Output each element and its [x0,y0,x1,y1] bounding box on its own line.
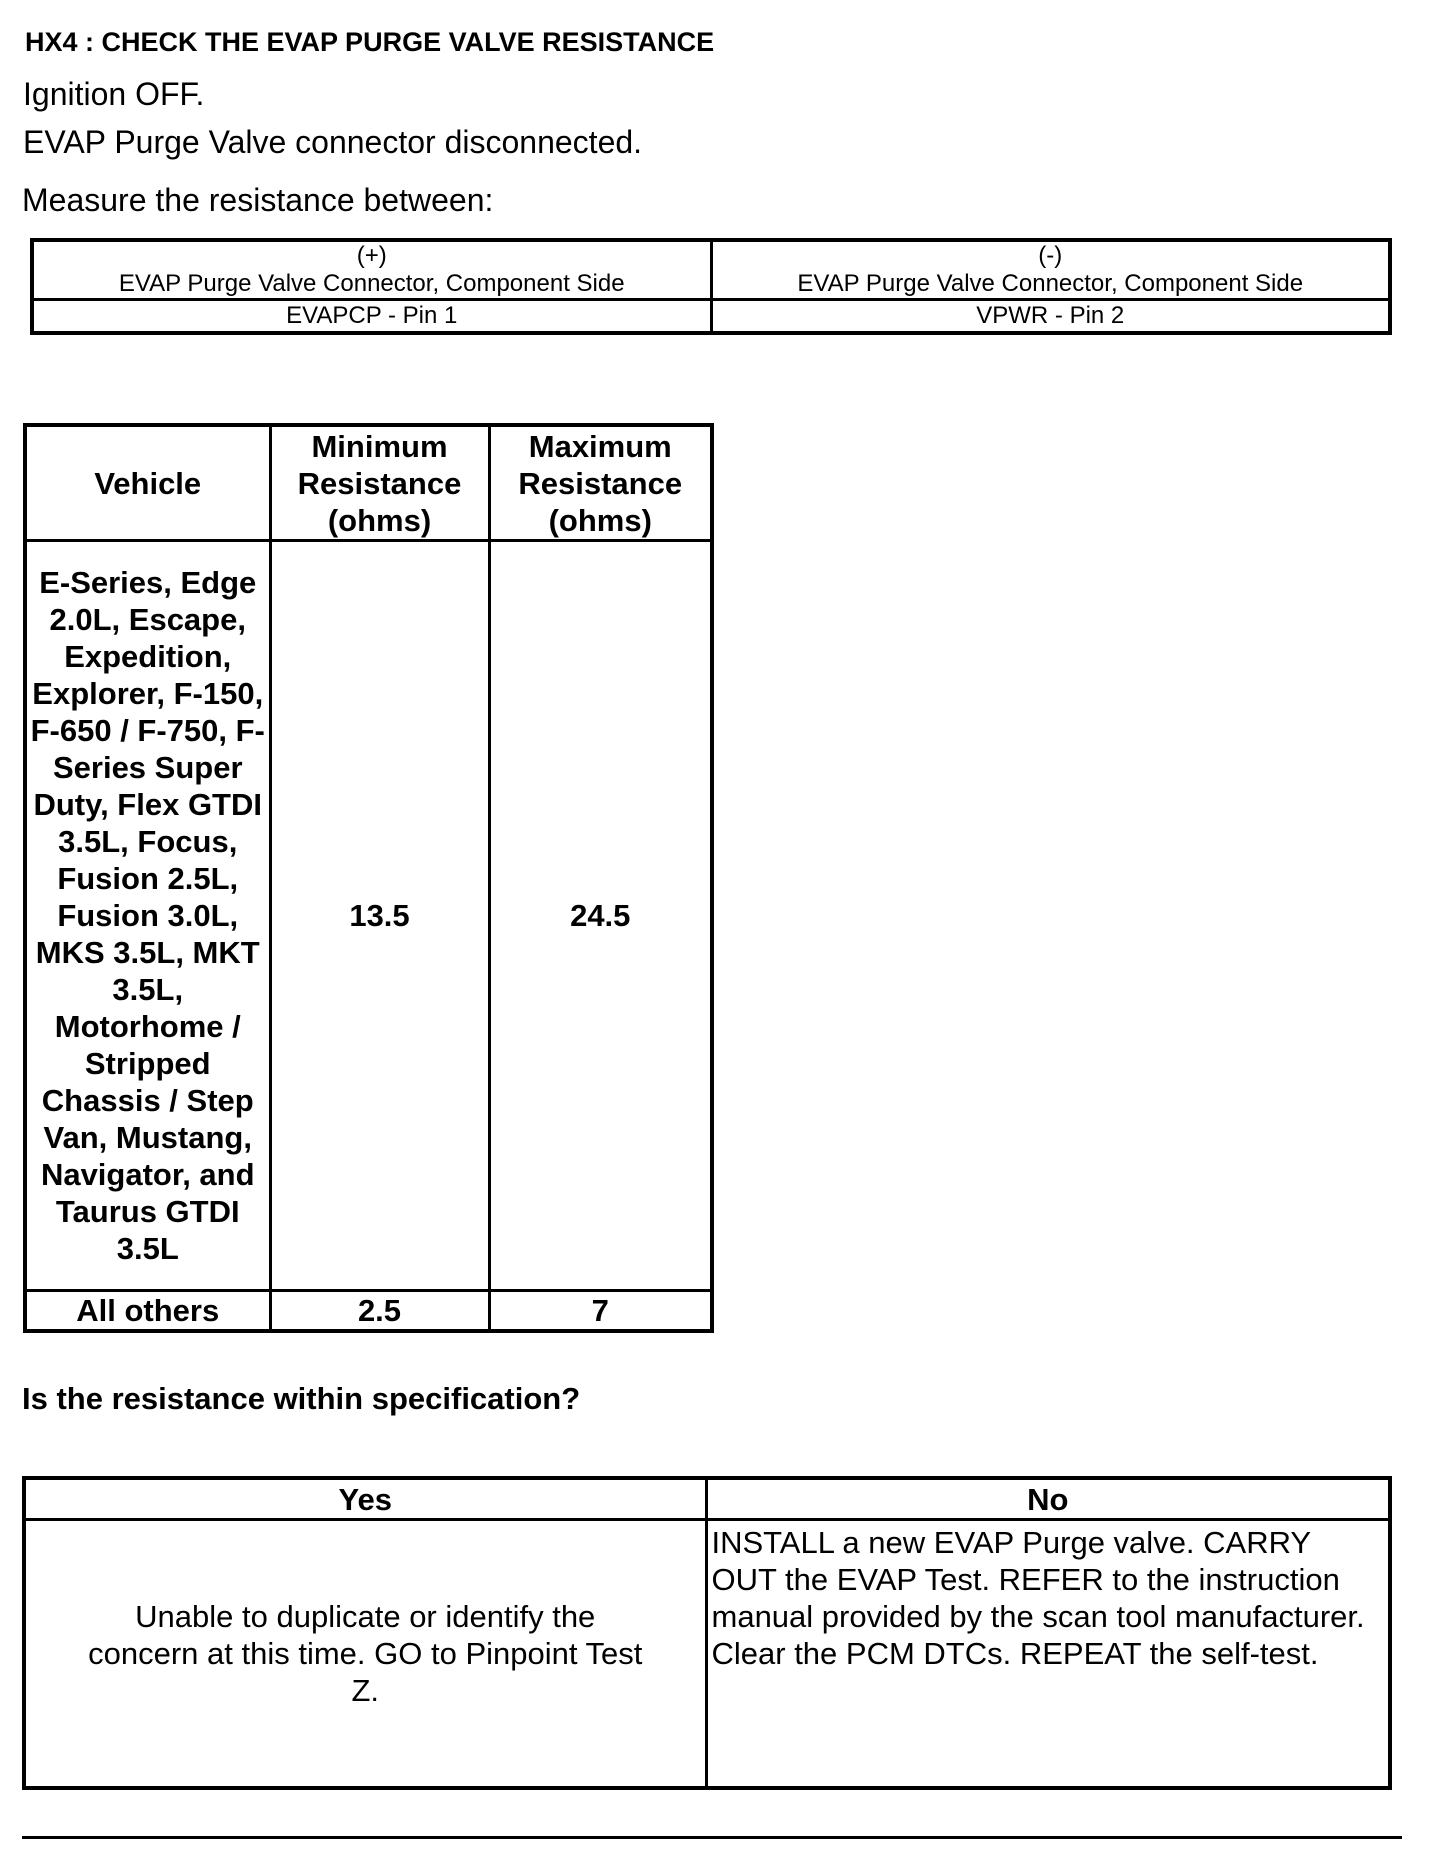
no-action: INSTALL a new EVAP Purge valve. CARRY OUT the EVAP Test. REFER to the instruction manual provided by the scan tool manufacturer. Clear the PCM DTCs. REPEAT the self-test. [706,1520,1390,1789]
header-max-resistance: Maximum Resistance (ohms) [489,425,712,541]
condition-connector: EVAP Purge Valve connector disconnected. [23,124,643,160]
negative-probe-cell [711,240,1390,300]
header-vehicle: Vehicle [25,425,270,541]
positive-location: EVAP Purge Valve Connector, Component Side [118,270,625,297]
pin-table [30,238,1392,335]
negative-location: EVAP Purge Valve Connector, Component Side [797,270,1304,297]
header-min-resistance: Minimum Resistance (ohms) [270,425,489,541]
positive-pin: EVAPCP - Pin 1 [32,300,711,334]
condition-ignition: Ignition OFF. [23,76,205,112]
vehicle-others: All others [25,1291,270,1332]
vehicle-list: E-Series, Edge 2.0L, Escape, Expedition, Explorer, F-150, F-650 / F-750, F-Series Super Duty, Flex GTDI 3.5L, Focus, Fusion 2.5L, Fusion 3.0L, MKS 3.5L, MKT 3.5L, Motorhome / Stripped Chassis / Step Van, Mustang, Navigator, and Taurus GTDI 3.5L [25,541,270,1291]
positive-sign: (+) [356,242,387,269]
positive-probe-cell [32,240,711,300]
negative-sign: (-) [1038,242,1063,269]
spec-question: Is the resistance within specification? [22,1381,581,1416]
max-resistance-others: 7 [489,1291,712,1332]
page-title: HX4 : CHECK THE EVAP PURGE VALVE RESISTANCE [25,27,715,57]
min-resistance-value: 13.5 [270,541,489,1291]
yes-header: Yes [24,1478,706,1520]
resistance-table [23,423,714,1333]
no-header: No [706,1478,1390,1520]
table-row [25,1291,712,1332]
measure-label: Measure the resistance between: [22,182,494,218]
min-resistance-others: 2.5 [270,1291,489,1332]
yes-action: Unable to duplicate or identify the concern at this time. GO to Pinpoint Test Z. [24,1520,706,1789]
bottom-divider [22,1836,1402,1839]
table-row [25,541,712,1291]
decision-table [22,1476,1392,1790]
max-resistance-value: 24.5 [489,541,712,1291]
negative-pin: VPWR - Pin 2 [711,300,1390,334]
